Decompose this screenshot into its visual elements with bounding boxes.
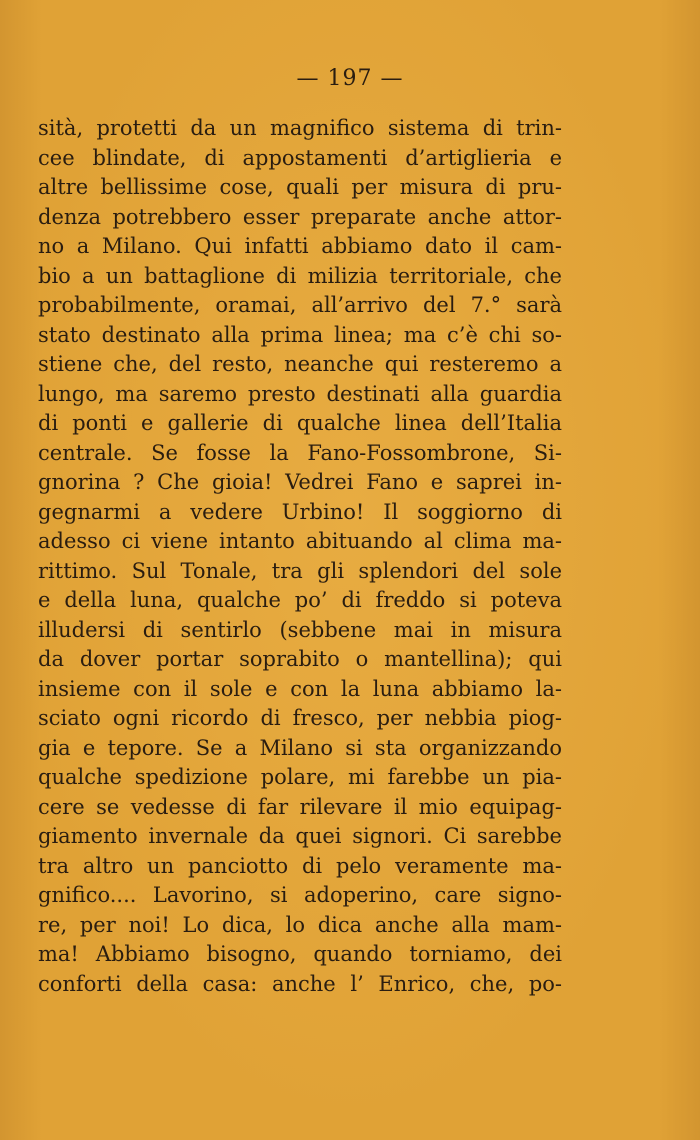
text-line: gia e tepore. Se a Milano si sta organizzando: [38, 735, 562, 760]
text-line: tra altro un panciotto di pelo veramente ma-: [38, 853, 562, 878]
text-line: rittimo. Sul Tonale, tra gli splendori del sole: [38, 558, 562, 583]
text-line: adesso ci viene intanto abituando al clima ma-: [38, 529, 562, 553]
text-line: sciato ogni ricordo di fresco, per nebbia piog-: [38, 706, 562, 730]
text-line: probabilmente, oramai, all’arrivo del 7.° sarà: [38, 293, 562, 317]
text-line: cee blindate, di appostamenti d’artiglieria e: [38, 145, 562, 170]
text-line: da dover portar soprabito o mantellina); qui: [38, 647, 562, 671]
text-line: re, per noi! Lo dica, lo dica anche alla mam-: [38, 912, 562, 937]
text-line: gnorina ? Che gioia! Vedrei Fano e saprei in-: [38, 470, 562, 494]
page-number: — 197 —: [296, 66, 404, 91]
text-line: giamento invernale da quei signori. Ci sarebbe: [38, 824, 562, 848]
text-line: gnifico.... Lavorino, si adoperino, care signo-: [38, 883, 562, 907]
text-line: denza potrebbero esser preparate anche attor-: [38, 204, 562, 229]
text-line: conforti della casa: anche l’ Enrico, che, po-: [38, 971, 562, 996]
text-line: gegnarmi a vedere Urbino! Il soggiorno di: [38, 499, 562, 524]
text-line: di ponti e gallerie di qualche linea dell’Italia: [38, 411, 562, 435]
text-line: qualche spedizione polare, mi farebbe un pia-: [38, 765, 562, 789]
text-line: lungo, ma saremo presto destinati alla guardia: [38, 381, 562, 406]
text-line: insieme con il sole e con la luna abbiamo la-: [38, 676, 562, 701]
text-line: illudersi di sentirlo (sebbene mai in misura: [38, 617, 562, 642]
text-line: ma! Abbiamo bisogno, quando torniamo, dei: [38, 942, 562, 966]
text-line: no a Milano. Qui infatti abbiamo dato il cam-: [38, 234, 562, 258]
text-line: sità, protetti da un magnifico sistema di trin-: [38, 116, 562, 140]
text-line: bio a un battaglione di milizia territoriale, che: [38, 263, 562, 288]
text-line: stiene che, del resto, neanche qui resteremo a: [38, 352, 562, 376]
text-line: centrale. Se fosse la Fano-Fossombrone, Si-: [38, 440, 562, 465]
text-line: altre bellissime cose, quali per misura di pru-: [38, 175, 562, 199]
body-text: [38, 114, 562, 999]
text-line: cere se vedesse di far rilevare il mio equipag-: [38, 794, 562, 819]
text-line: stato destinato alla prima linea; ma c’è chi so-: [38, 322, 562, 347]
text-line: e della luna, qualche po’ di freddo si poteva: [38, 588, 562, 612]
